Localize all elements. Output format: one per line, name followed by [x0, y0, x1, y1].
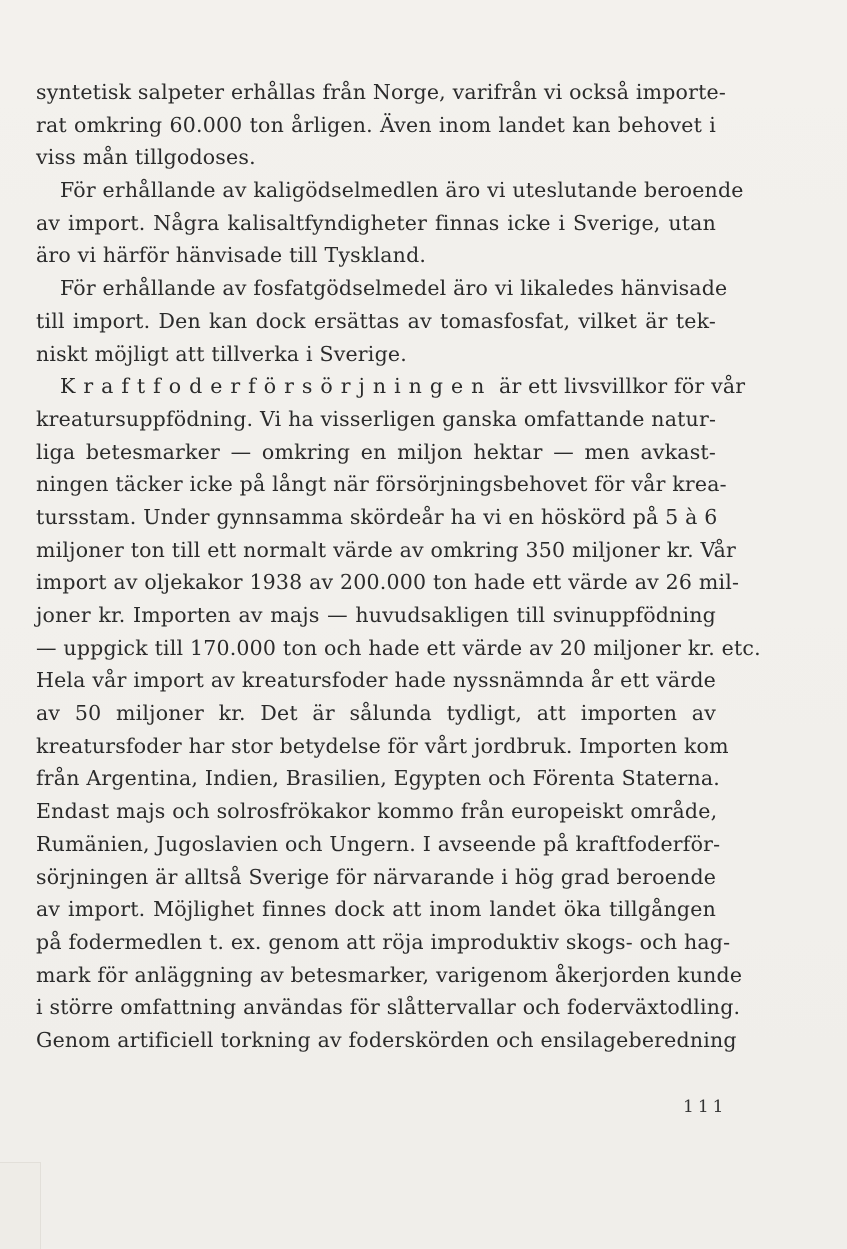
text-line: För erhållande av kaligödselmedlen äro vi uteslutande beroende: [60, 178, 744, 203]
text-line: i större omfattning användas för slåttervallar och foderväxtodling.: [36, 995, 741, 1020]
spaced-heading-word: Kraftfoderförsörjningen: [60, 374, 493, 399]
page-number: 111: [683, 1097, 728, 1117]
text-line: niskt möjligt att tillverka i Sverige.: [36, 341, 407, 366]
text-line: från Argentina, Indien, Brasilien, Egypten och Förenta Staterna.: [36, 766, 721, 791]
text-line: joner kr. Importen av majs — huvudsakligen till svinuppfödning: [36, 603, 716, 627]
text-line: av 50 miljoner kr. Det är sålunda tydligt, att importen av: [36, 701, 716, 726]
page-corner-edge: [0, 1162, 41, 1249]
text-line: sörjningen är alltså Sverige för närvarande i hög grad beroende: [36, 864, 717, 889]
text-line: Genom artificiell torkning av foderskörden och ensilageberedning: [36, 1027, 737, 1052]
text-line: syntetisk salpeter erhållas från Norge, varifrån vi också importe-: [36, 80, 726, 104]
text-line: rat omkring 60.000 ton årligen. Även inom landet kan behovet i: [36, 112, 716, 137]
text-line: av import. Möjlighet finnes dock att inom landet öka tillgången: [36, 897, 716, 922]
body-text: [36, 76, 761, 1057]
text-line: kreatursfoder har stor betydelse för vårt jordbruk. Importen kom: [36, 733, 729, 758]
text-line: tursstam. Under gynnsamma skördeår ha vi en höskörd på 5 à 6: [36, 504, 718, 529]
text-line: — uppgick till 170.000 ton och hade ett värde av 20 miljoner kr. etc.: [36, 635, 761, 660]
text-line: på fodermedlen t. ex. genom att röja improduktiv skogs- och hag-: [36, 929, 731, 954]
text-line: Rumänien, Jugoslavien och Ungern. I avseende på kraftfoderför-: [36, 831, 721, 856]
text-line: Endast majs och solrosfrökakor kommo från europeiskt område,: [36, 799, 718, 824]
text-line: liga betesmarker — omkring en miljon hektar — men avkast-: [36, 439, 716, 464]
text-line: För erhållande av fosfatgödselmedel äro vi likaledes hänvisade: [60, 276, 728, 301]
text-line: till import. Den kan dock ersättas av tomasfosfat, vilket är tek-: [36, 308, 716, 333]
text-line: av import. Några kalisaltfyndigheter finnas icke i Sverige, utan: [36, 210, 716, 235]
text-line: mark för anläggning av betesmarker, varigenom åkerjorden kunde: [36, 962, 743, 987]
text-line: kreatursuppfödning. Vi ha visserligen ganska omfattande natur-: [36, 406, 717, 431]
line-text: är ett livsvillkor för vår: [499, 374, 746, 399]
text-line: äro vi härför hänvisade till Tyskland.: [36, 243, 427, 268]
text-line: [36, 370, 746, 403]
text-line: ningen täcker icke på långt när försörjningsbehovet för vår krea-: [36, 472, 727, 497]
text-line: import av oljekakor 1938 av 200.000 ton hade ett värde av 26 mil-: [36, 570, 740, 595]
text-line: viss mån tillgodoses.: [36, 145, 256, 170]
text-line: Hela vår import av kreatursfoder hade nyssnämnda år ett värde: [36, 668, 716, 693]
text-line: miljoner ton till ett normalt värde av omkring 350 miljoner kr. Vår: [36, 537, 737, 562]
